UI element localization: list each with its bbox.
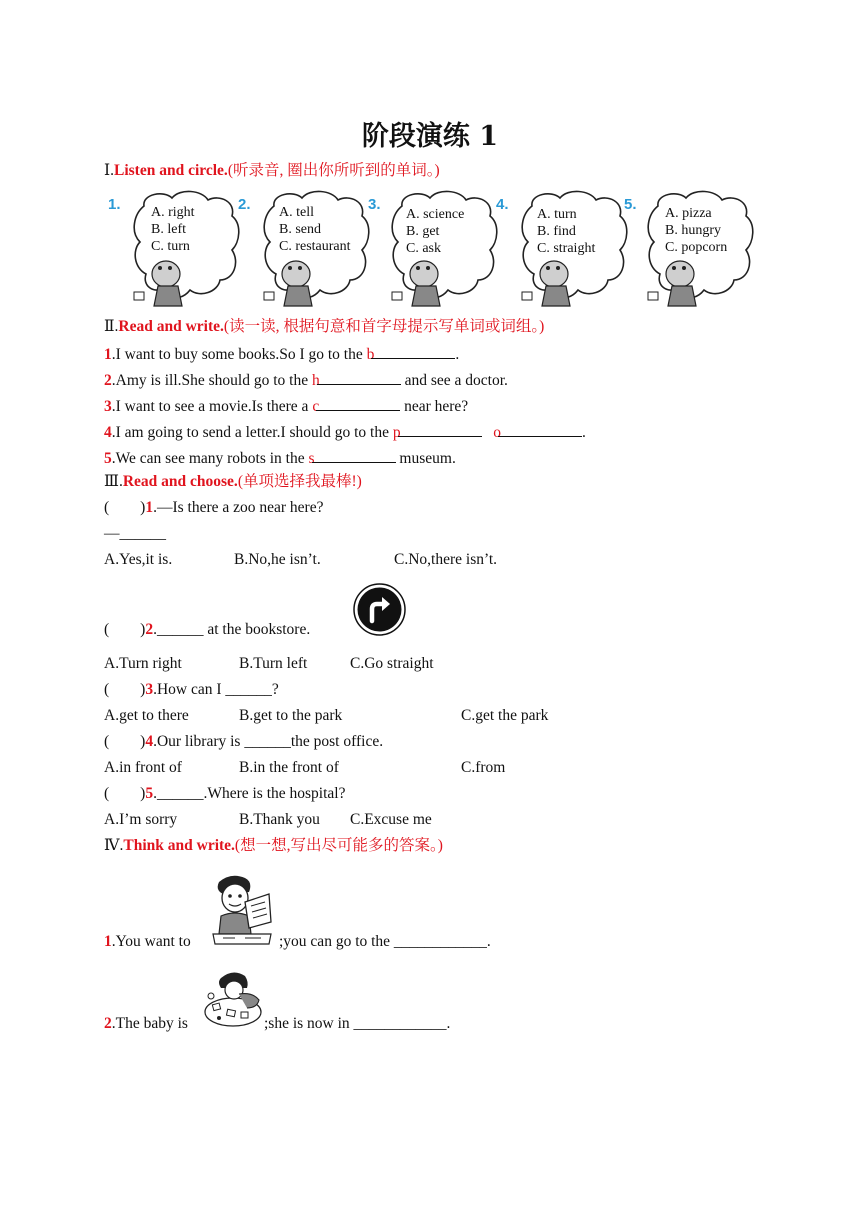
hint-letter: h — [311, 372, 320, 389]
page-title: 阶段演练 1 — [361, 121, 499, 152]
hint-letter: c — [312, 398, 320, 415]
answer-blank[interactable] — [498, 420, 582, 437]
question-text: .I am going to send a letter.I should go to the — [111, 424, 393, 441]
question-number: 1 — [104, 933, 112, 950]
sick-baby-icon — [203, 968, 263, 1030]
option-a: A. science — [406, 207, 465, 222]
think-question — [104, 1014, 188, 1034]
question-text: .You want to — [111, 933, 191, 950]
answer-paren[interactable]: ( ) — [104, 785, 146, 802]
option-a: A. right — [151, 205, 195, 220]
option-c: C.Go straight — [350, 655, 434, 672]
question-number: 5 — [104, 450, 112, 467]
question-text: ;you can go to the ____________. — [279, 933, 491, 950]
question-number: 1 — [104, 346, 112, 363]
option-b: B.in the front of — [239, 759, 339, 776]
option-c: C. straight — [537, 241, 596, 256]
option-b: B. hungry — [665, 223, 721, 238]
option-a: A. tell — [279, 205, 314, 220]
question-text: .Amy is ill.She should go to the — [111, 372, 312, 389]
answer-paren[interactable]: ( ) — [104, 621, 146, 638]
hint-letter: s — [308, 450, 315, 467]
option-a: A.I’m sorry — [104, 811, 178, 828]
option-c: C.get the park — [461, 707, 549, 724]
item-number: 1. — [108, 196, 121, 213]
option-b: B. left — [151, 222, 186, 237]
answer-blank[interactable] — [398, 420, 482, 437]
question-number: 5 — [145, 785, 154, 802]
write-question — [104, 394, 468, 417]
write-question — [104, 446, 456, 469]
question-text: .I want to buy some books.So I go to the — [111, 346, 367, 363]
question-number: 1 — [145, 499, 154, 516]
question-text: .______ at the bookstore. — [153, 621, 311, 638]
section-title: Read and choose. — [122, 473, 238, 490]
question-text: near here? — [400, 398, 469, 415]
section-number: Ⅲ. — [104, 473, 123, 490]
option-b: B. find — [537, 224, 576, 239]
question-text: and see a doctor. — [400, 372, 508, 389]
question-text: .Our library is ______the post office. — [153, 733, 384, 750]
option-b: B.Turn left — [239, 655, 308, 672]
answer-paren[interactable]: ( ) — [104, 681, 146, 698]
section-1-heading — [104, 161, 440, 181]
option-c: C. restaurant — [279, 239, 351, 254]
option-c: C.from — [461, 759, 506, 776]
option-a: A.get to there — [104, 707, 189, 724]
choice-question — [104, 732, 383, 752]
question-text: museum. — [395, 450, 456, 467]
answer-paren[interactable]: ( ) — [104, 733, 146, 750]
section-4-heading — [104, 836, 443, 856]
question-text: .______.Where is the hospital? — [153, 785, 346, 802]
option-c: C.No,there isn’t. — [394, 551, 498, 568]
reading-boy-icon — [209, 872, 275, 946]
question-text: . — [581, 424, 586, 441]
choice-question — [104, 784, 346, 804]
question-number: 3 — [104, 398, 112, 415]
choice-question — [104, 680, 279, 700]
option-c: C. ask — [406, 241, 441, 256]
question-text: .—Is there a zoo near here? — [153, 499, 324, 516]
answer-blank[interactable] — [312, 446, 396, 463]
option-b: B. get — [406, 224, 440, 239]
option-b: B.get to the park — [239, 707, 343, 724]
item-number: 5. — [624, 196, 637, 213]
write-question — [104, 368, 508, 391]
item-number: 4. — [496, 196, 509, 213]
answer-blank[interactable] — [371, 342, 455, 359]
section-title: Read and write. — [118, 318, 224, 335]
answer-blank[interactable] — [317, 368, 401, 385]
write-question — [104, 342, 459, 365]
question-number: 4 — [145, 733, 154, 750]
section-note: (听录音, 圈出你所听到的单词。) — [227, 162, 440, 179]
option-a: A. pizza — [665, 206, 712, 221]
hint-letter: o — [493, 424, 501, 441]
choice-question — [104, 620, 310, 640]
option-b: B. send — [279, 222, 321, 237]
question-number: 4 — [104, 424, 112, 441]
dialog-answer: —______ — [104, 525, 166, 542]
think-question — [104, 932, 191, 952]
option-a: A.Yes,it is. — [104, 551, 173, 568]
section-number: Ⅳ. — [104, 837, 124, 854]
question-text: .I want to see a movie.Is there a — [111, 398, 313, 415]
answer-blank[interactable] — [316, 394, 400, 411]
section-title: Think and write. — [123, 837, 235, 854]
answer-paren[interactable]: ( ) — [104, 499, 146, 516]
section-note: (单项选择我最棒!) — [237, 473, 362, 490]
section-3-heading — [104, 472, 362, 492]
option-a: A.Turn right — [104, 655, 182, 672]
question-number: 2 — [104, 372, 112, 389]
question-text: .We can see many robots in the — [111, 450, 309, 467]
choice-question — [104, 498, 323, 518]
hint-letter: p — [392, 424, 401, 441]
question-number: 3 — [145, 681, 154, 698]
section-2-heading — [104, 317, 544, 337]
option-a: A.in front of — [104, 759, 182, 776]
question-text: .The baby is — [111, 1015, 188, 1032]
question-number: 2 — [145, 621, 154, 638]
option-b: B.No,he isn’t. — [234, 551, 321, 568]
section-note: (读一读, 根据句意和首字母提示写单词或词组。) — [223, 318, 545, 335]
section-note: (想一想,写出尽可能多的答案。) — [234, 837, 443, 854]
question-text: . — [455, 346, 460, 363]
question-text: .How can I ______? — [153, 681, 279, 698]
option-a: A. turn — [537, 207, 577, 222]
section-number: Ⅰ. — [104, 162, 114, 179]
write-question — [104, 420, 586, 443]
option-c: C.Excuse me — [350, 811, 432, 828]
question-text: ;she is now in ____________. — [264, 1015, 451, 1032]
item-number: 2. — [238, 196, 251, 213]
section-number: Ⅱ. — [104, 318, 119, 335]
option-c: C. popcorn — [665, 240, 728, 255]
turn-right-sign-icon — [353, 583, 406, 636]
option-b: B.Thank you — [239, 811, 320, 828]
option-c: C. turn — [151, 239, 190, 254]
question-number: 2 — [104, 1015, 112, 1032]
item-number: 3. — [368, 196, 381, 213]
hint-letter: b — [366, 346, 375, 363]
section-title: Listen and circle. — [114, 162, 228, 179]
